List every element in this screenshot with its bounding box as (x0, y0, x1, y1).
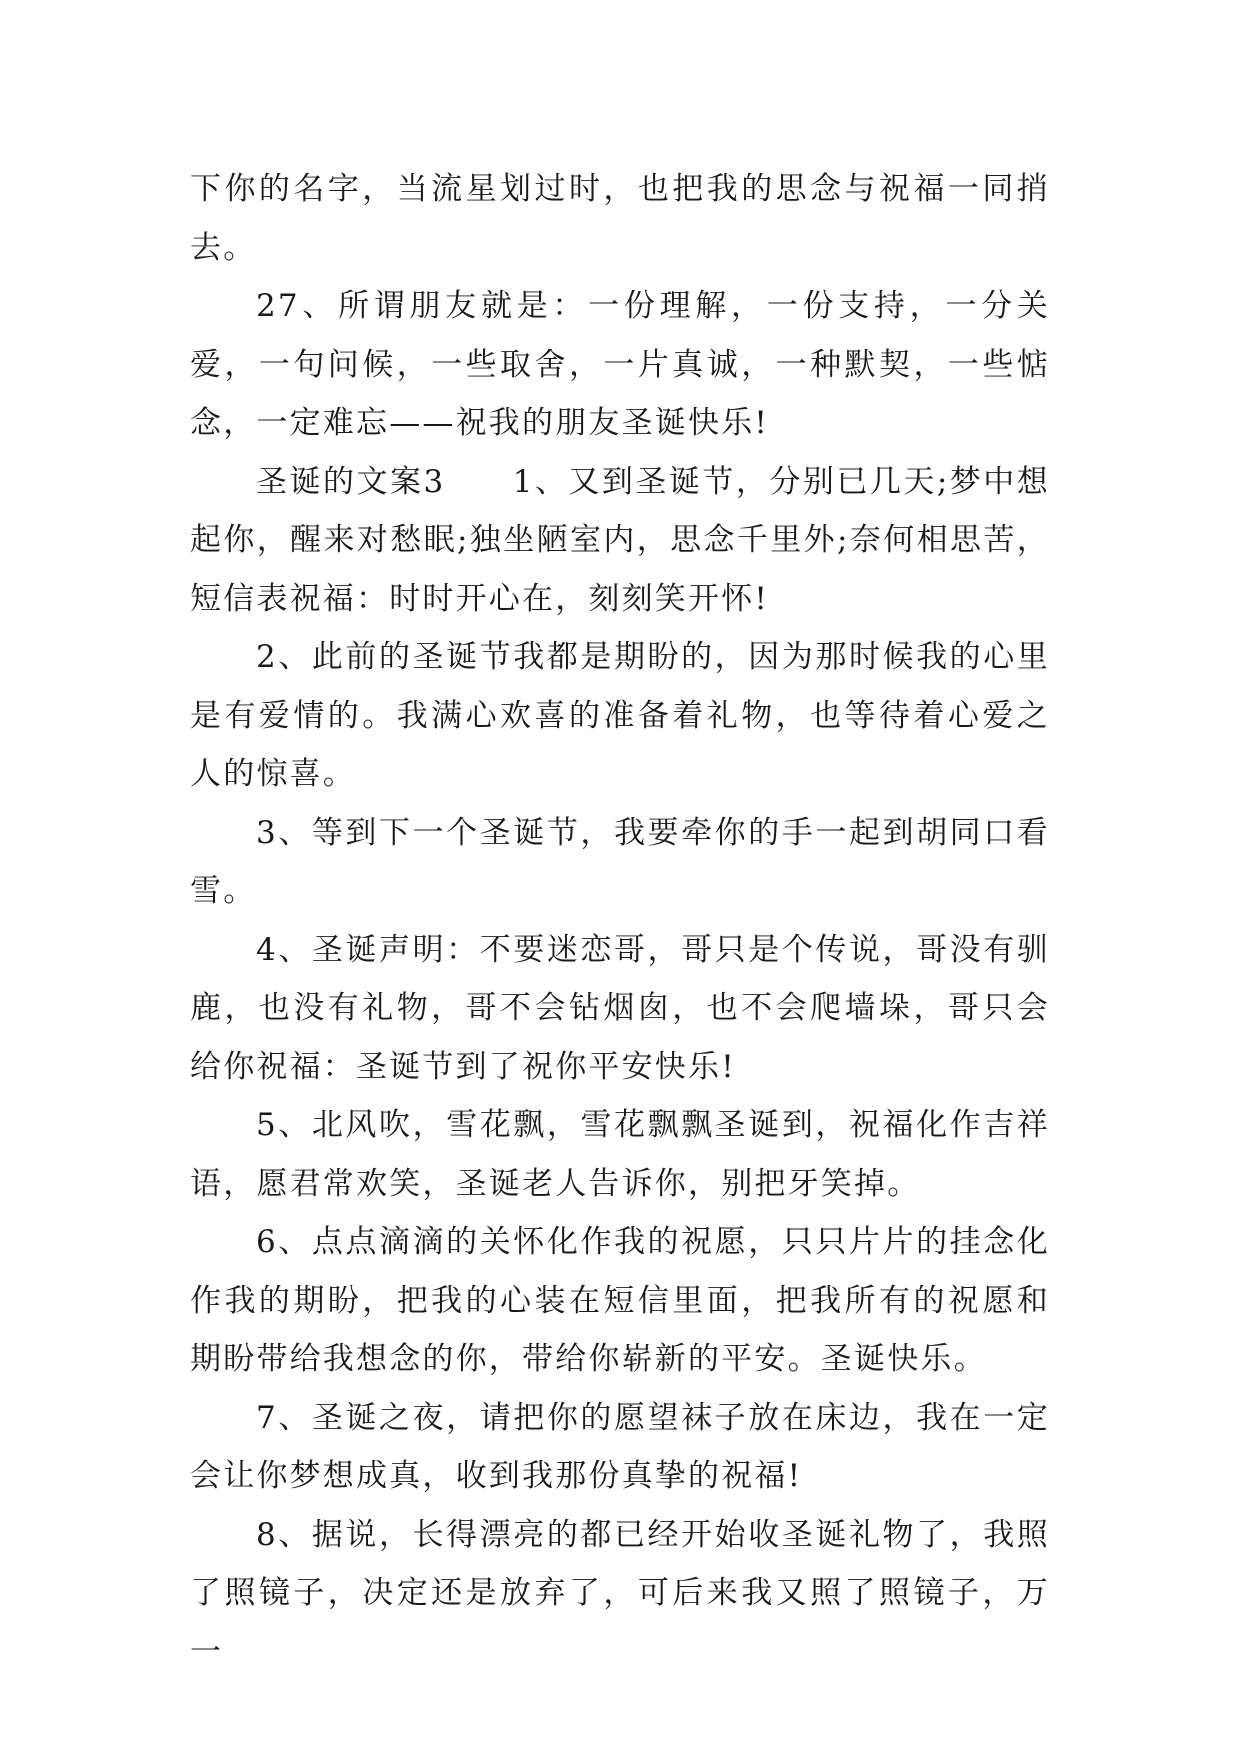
paragraph-item-7: 7、圣诞之夜，请把你的愿望袜子放在床边，我在一定会让你梦想成真，收到我那份真挚的祝福! (190, 1399, 1050, 1494)
paragraph-item-6: 6、点点滴滴的关怀化作我的祝愿，只只片片的挂念化作我的期盼，把我的心装在短信里面，把我所有的祝愿和期盼带给我想念的你，带给你崭新的平安。圣诞快乐。 (190, 1224, 1050, 1377)
paragraph-item-5: 5、北风吹，雪花飘，雪花飘飘圣诞到，祝福化作吉祥语，愿君常欢笑，圣诞老人告诉你，别把牙笑掉。 (190, 1107, 1050, 1202)
paragraph-item-4: 4、圣诞声明：不要迷恋哥，哥只是个传说，哥没有驯鹿，也没有礼物，哥不会钻烟囱，也不会爬墙垛，哥只会给你祝福：圣诞节到了祝你平安快乐! (190, 931, 1050, 1085)
paragraph-item-3: 3、等到下一个圣诞节，我要牵你的手一起到胡同口看雪。 (190, 814, 1050, 909)
paragraph-continued: 下你的名字，当流星划过时，也把我的思念与祝福一同捎去。 (190, 171, 1050, 266)
paragraph-item-8: 8、据说，长得漂亮的都已经开始收圣诞礼物了，我照了照镜子，决定还是放弃了，可后来我又照了照镜子，万一 (190, 1516, 1050, 1670)
paragraph-27: 27、所谓朋友就是：一份理解，一份支持，一分关爱，一句问候，一些取舍，一片真诚，一种默契，一些惦念，一定难忘——祝我的朋友圣诞快乐! (190, 288, 1050, 441)
document-page (190, 160, 1050, 1681)
paragraph-item-2: 2、此前的圣诞节我都是期盼的，因为那时候我的心里是有爱情的。我满心欢喜的准备着礼物，也等待着心爱之人的惊喜。 (190, 639, 1050, 792)
paragraph-section-3-item-1: 圣诞的文案3 1、又到圣诞节，分别已几天;梦中想起你，醒来对愁眠;独坐陋室内，思念千里外;奈何相思苦，短信表祝福：时时开心在，刻刻笑开怀! (190, 463, 1050, 617)
